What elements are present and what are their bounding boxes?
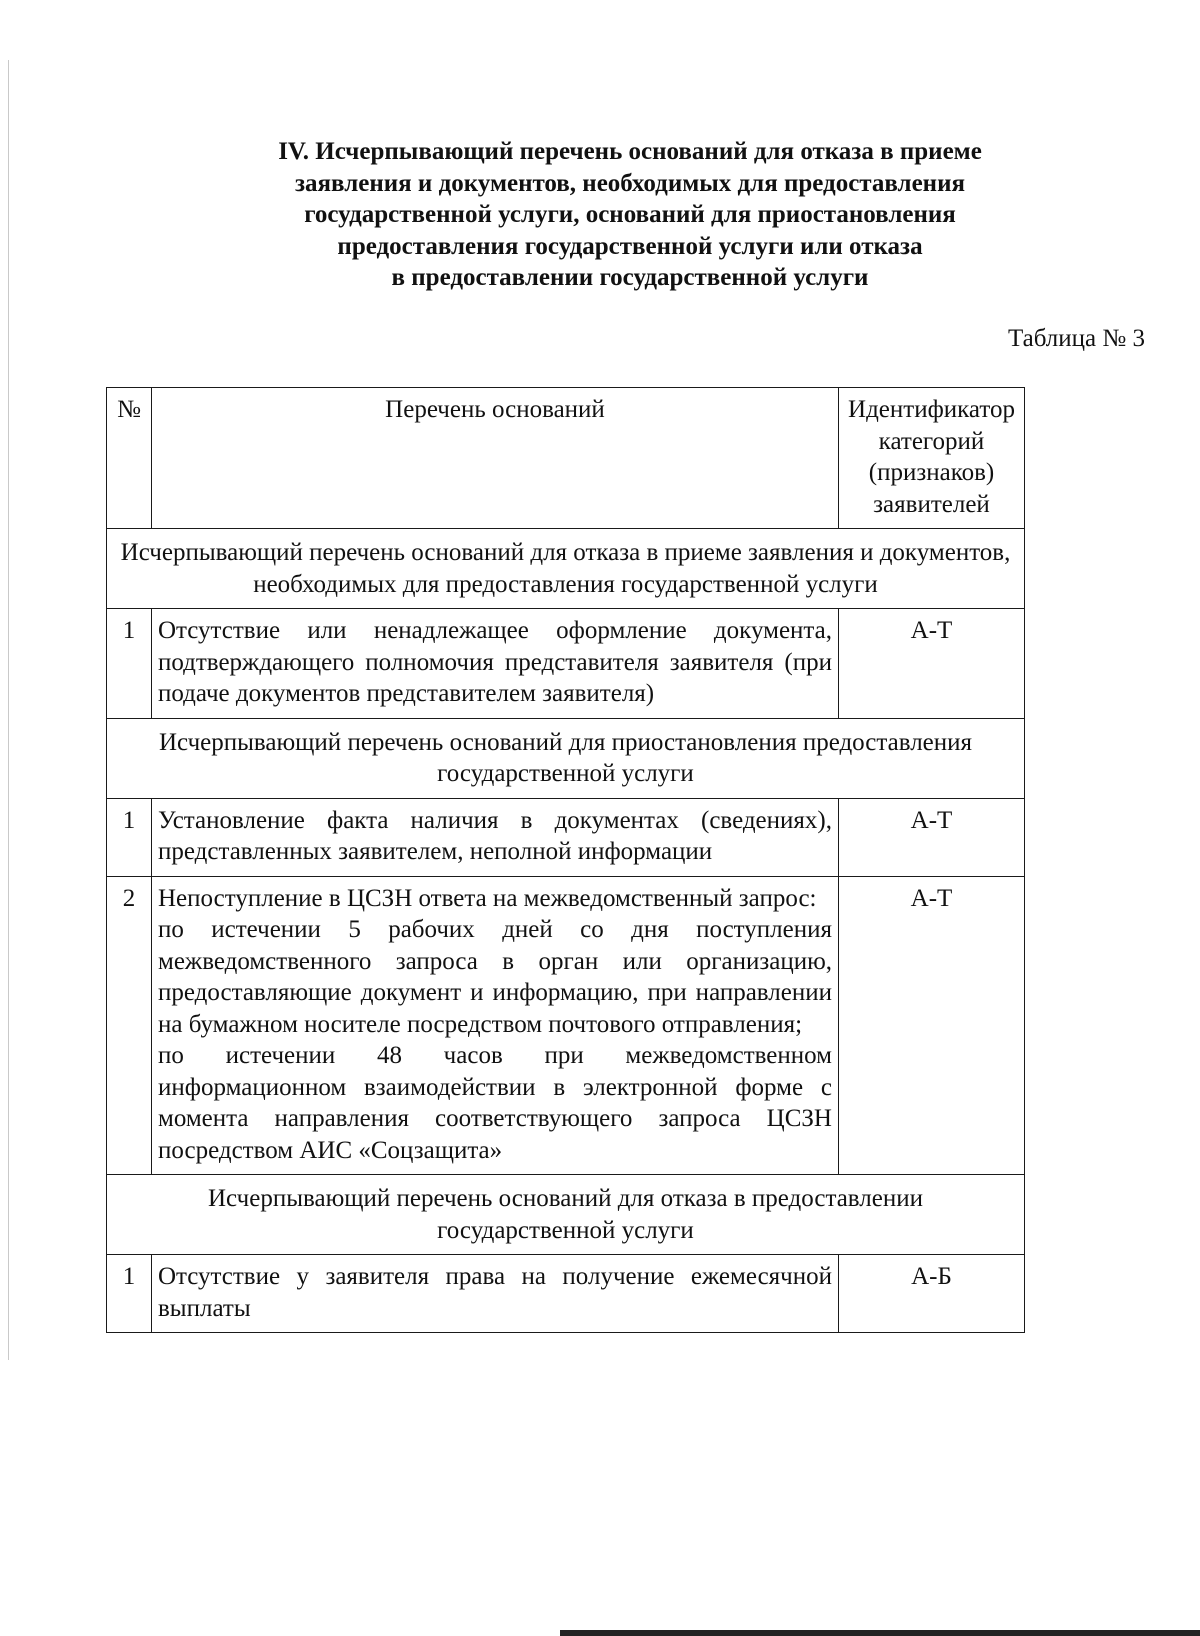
reason-paragraph: Непоступление в ЦСЗН ответа на межведомственный запрос: [158,884,817,912]
table-header-row [107,388,1025,529]
row-identifier: А-Б [839,1255,1025,1333]
row-reason [152,876,839,1175]
title-line: государственной услуги, оснований для приостановления [304,201,956,228]
group-heading-row [107,529,1025,609]
reason-paragraph: по истечении 5 рабочих дней со дня поступления межведомственного запроса в орган или организацию, предоставляющие документ и информацию, при направлении на бумажном носителе посредством почтового отправления; [158,916,832,1038]
title-line: заявления и документов, необходимых для предоставления [294,169,966,197]
title-line: IV. Исчерпывающий перечень оснований для отказа в приеме [278,138,982,165]
row-reason [152,798,839,876]
table-caption: Таблица № 3 [1007,325,1145,352]
table-row [107,609,1025,719]
scan-edge-mark [8,60,9,1360]
table-row [107,876,1025,1175]
header-reason: Перечень оснований [152,388,839,529]
table-row [107,798,1025,876]
reason-paragraph: Отсутствие у заявителя права на получение ежемесячной выплаты [158,1263,832,1322]
header-num: № [107,388,152,529]
table-body [107,529,1025,1333]
row-identifier: А-Т [839,876,1025,1175]
row-identifier: А-Т [839,798,1025,876]
row-reason [152,609,839,719]
row-reason [152,1255,839,1333]
reason-paragraph: Установление факта наличия в документах (сведениях), представленных заявителем, неполной информации [158,806,832,865]
group-heading-row [107,718,1025,798]
group-heading: Исчерпывающий перечень оснований для приостановления предоставления государственной услуги [107,718,1025,798]
reason-paragraph: Отсутствие или ненадлежащее оформление документа, подтверждающего полномочия представителя заявителя (при подаче документов представителем заявителя) [158,617,832,707]
row-number: 2 [107,876,152,1175]
header-identifier: Идентификатор категорий (признаков) заявителей [839,388,1025,529]
table-row [107,1255,1025,1333]
scan-edge-bar [560,1630,1200,1636]
title-line: предоставления государственной услуги или отказа [337,232,923,260]
reason-paragraph: по истечении 48 часов при межведомственном информационном взаимодействии в электронной форме с момента направления соответствующего запроса ЦСЗН посредством АИС «Соцзащита» [158,1042,832,1164]
group-heading-row [107,1175,1025,1255]
section-title [190,136,1070,294]
group-heading: Исчерпывающий перечень оснований для отказа в предоставлении государственной услуги [107,1175,1025,1255]
row-number: 1 [107,1255,152,1333]
row-identifier: А-Т [839,609,1025,719]
row-number: 1 [107,798,152,876]
row-number: 1 [107,609,152,719]
title-line: в предоставлении государственной услуги [391,264,869,291]
group-heading: Исчерпывающий перечень оснований для отказа в приеме заявления и документов, необходимых для предоставления государственной услуги [107,529,1025,609]
grounds-table [106,387,1025,1333]
